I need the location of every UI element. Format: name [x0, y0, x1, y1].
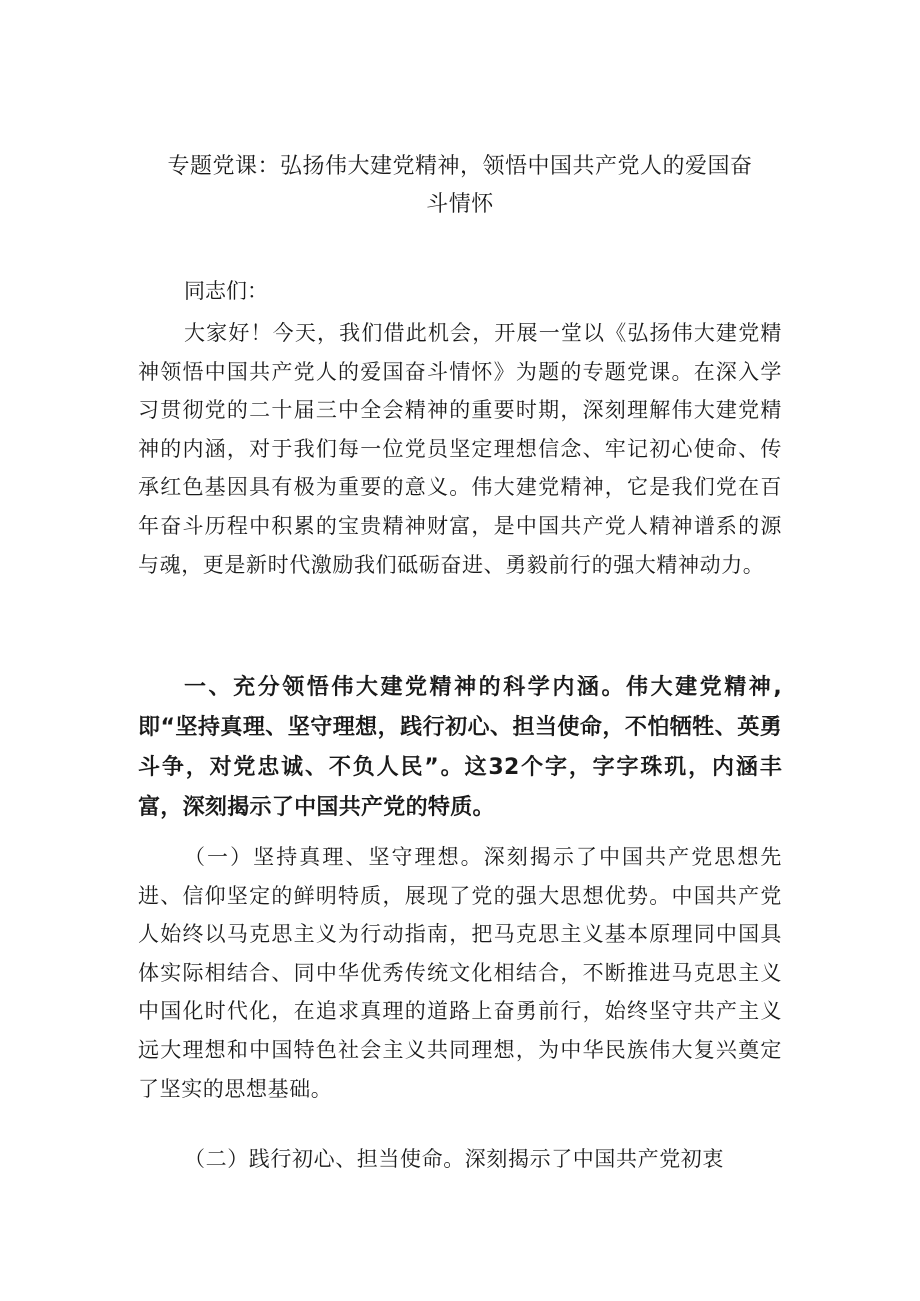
- document-title: [138, 148, 782, 224]
- document-title-line2: 斗情怀: [426, 192, 494, 217]
- salutation: 同志们：: [184, 279, 268, 303]
- document-title-line1: 专题党课：弘扬伟大建党精神，领悟中国共产党人的爱国奋: [167, 154, 753, 179]
- intro-paragraph: 大家好！今天，我们借此机会，开展一堂以《弘扬伟大建党精神领悟中国共产党人的爱国奋斗情怀》为题的专题党课。在深入学习贯彻党的二十届三中全会精神的重要时期，深刻理解伟大建党精神的内涵，对于我们每一位党员坚定理想信念、牢记初心使命、传承红色基因具有极为重要的意义。伟大建党精神，它是我们党在百年奋斗历程中积累的宝贵精神财富，是中国共产党人精神谱系的源与魂，更是新时代激励我们砥砺奋进、勇毅前行的强大精神动力。: [138, 321, 782, 577]
- section1-heading: 一、充分领悟伟大建党精神的科学内涵。伟大建党精神,即“坚持真理、坚守理想，践行初心、担当使命，不怕牺牲、英勇斗争，对党忠诚、不负人民”。这32个字，字字珠玑，内涵丰富，深刻揭示了中国共产党的特质。: [138, 675, 782, 820]
- subsection1-paragraph: （一）坚持真理、坚守理想。深刻揭示了中国共产党思想先进、信仰坚定的鲜明特质，展现了党的强大思想优势。中国共产党人始终以马克思主义为行动指南，把马克思主义基本原理同中国具体实际相结合、同中华优秀传统文化相结合，不断推进马克思主义中国化时代化，在追求真理的道路上奋勇前行，始终坚守共产主义远大理想和中国特色社会主义共同理想，为中华民族伟大复兴奠定了坚实的思想基础。: [138, 845, 782, 1101]
- subsection2-paragraph: （二）践行初心、担当使命。深刻揭示了中国共产党初衷: [184, 1147, 724, 1171]
